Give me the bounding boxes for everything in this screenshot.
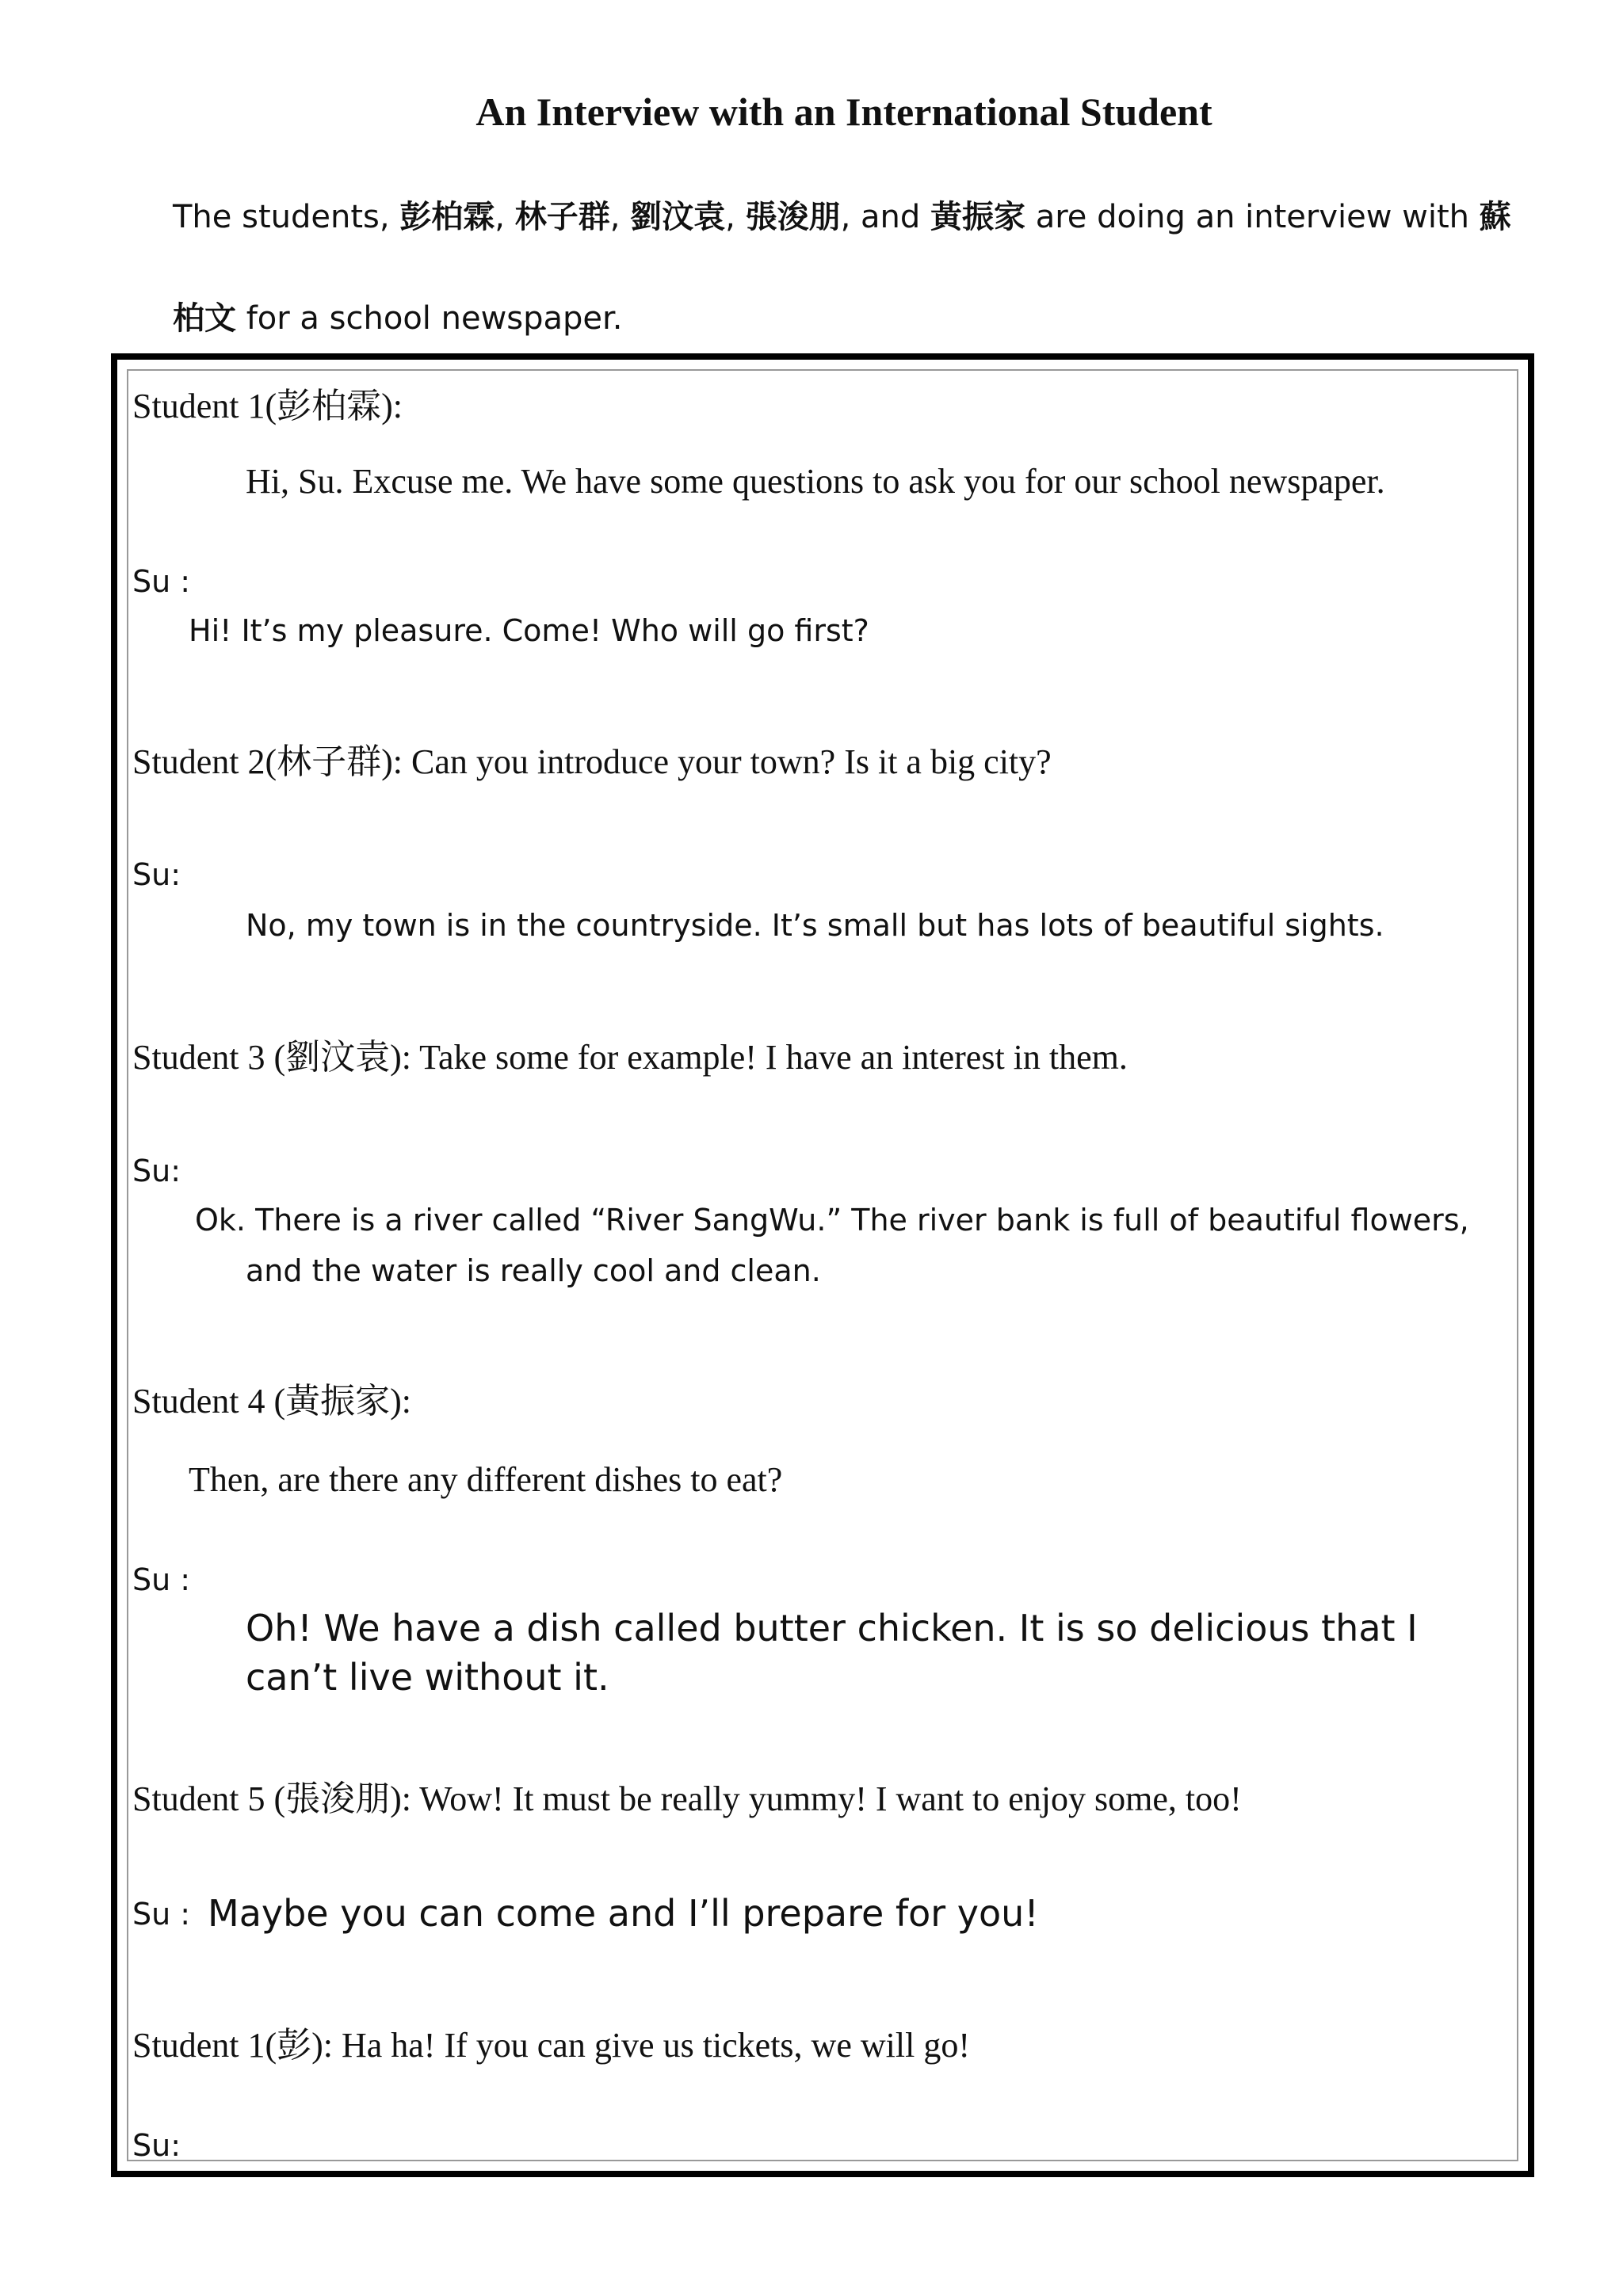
dialogue-line: Ok. There is a river called “River SangWu.” The river bank is full of beautiful flowers, <box>195 1203 1469 1238</box>
intro-text: for a school newspaper. <box>236 300 623 337</box>
intro-text: , and <box>840 199 931 235</box>
speaker-su: Su : <box>132 1897 191 1932</box>
student-name: 張浚朋 <box>745 199 841 235</box>
student-name: 黃振家 <box>930 199 1026 235</box>
interviewee-name: 蘇 <box>1479 199 1511 235</box>
speaker-su: Su: <box>132 1154 181 1188</box>
separator: , <box>725 199 746 235</box>
dialogue-line: No, my town is in the countryside. It’s small but has lots of beautiful sights. <box>246 908 1384 943</box>
speaker-student-1-line: Student 1(彭): Ha ha! If you can give us tickets, we will go! <box>132 2026 970 2065</box>
speaker-su: Su: <box>132 2128 181 2163</box>
separator: , <box>609 199 631 235</box>
speaker-student-3-line: Student 3 (劉汶袁): Take some for example! I have an interest in them. <box>132 1038 1128 1077</box>
student-name: 林子群 <box>514 199 610 235</box>
speaker-student-5-line: Student 5 (張浚朋): Wow! It must be really yummy! I want to enjoy some, too! <box>132 1779 1242 1818</box>
speaker-student-4: Student 4 (黃振家): <box>132 1382 411 1421</box>
speaker-su: Su : <box>132 564 191 599</box>
dialogue-line: and the water is really cool and clean. <box>246 1253 821 1288</box>
speaker-su: Su : <box>132 1562 191 1597</box>
dialogue-line: Hi, Su. Excuse me. We have some questions to ask you for our school newspaper. <box>246 462 1385 501</box>
dialogue-line: can’t live without it. <box>246 1656 609 1699</box>
page-title: An Interview with an International Student <box>475 90 1212 134</box>
intro-line-1 <box>173 192 1511 237</box>
speaker-su: Su: <box>132 857 181 892</box>
student-name: 彭柏霖 <box>399 199 495 235</box>
student-name: 劉汶袁 <box>630 199 726 235</box>
interviewee-name: 柏文 <box>173 300 236 337</box>
dialogue-line: Hi! It’s my pleasure. Come! Who will go first? <box>189 613 869 648</box>
dialogue-line: Then, are there any different dishes to eat? <box>189 1460 783 1499</box>
intro-line-2 <box>173 293 623 338</box>
separator: , <box>495 199 515 235</box>
dialogue-line: Oh! We have a dish called butter chicken. It is so delicious that I <box>246 1607 1418 1650</box>
intro-text: are doing an interview with <box>1025 199 1480 235</box>
speaker-student-2-line: Student 2(林子群): Can you introduce your town? Is it a big city? <box>132 742 1052 781</box>
intro-text: The students, <box>173 199 400 235</box>
dialogue-line: Maybe you can come and I’ll prepare for you! <box>208 1892 1039 1935</box>
speaker-student-1: Student 1(彭柏霖): <box>132 387 403 425</box>
